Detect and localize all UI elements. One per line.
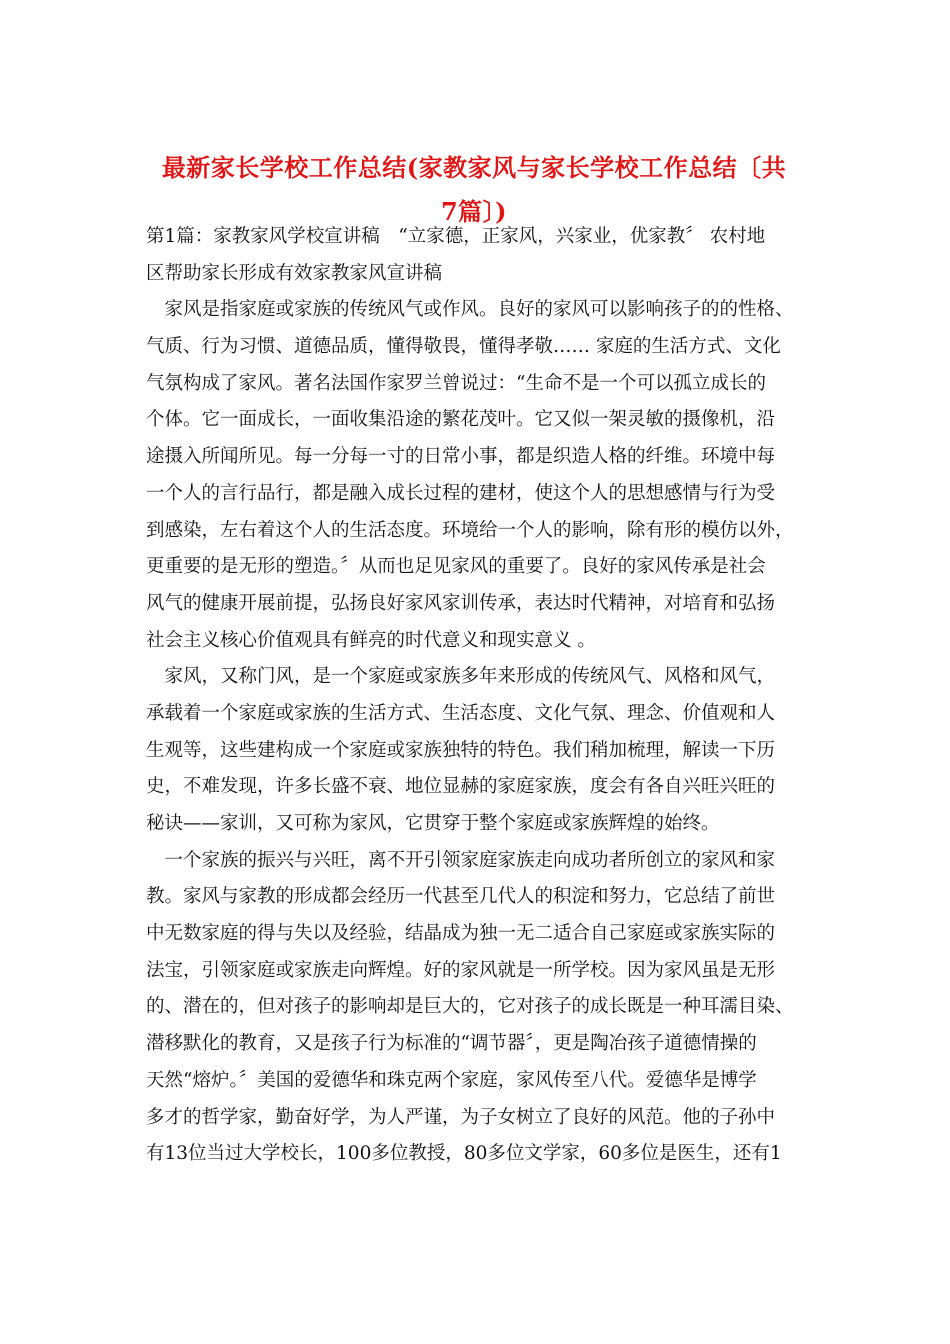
body-line: 承载着一个家庭或家族的生活方式、生活态度、文化气氛、理念、价值观和人	[146, 702, 776, 724]
body-line: 风气的健康开展前提，弘扬良好家风家训传承，表达时代精神，对培育和弘扬	[146, 592, 776, 614]
body-line: 社会主义核心价值观具有鲜亮的时代意义和现实意义 。	[146, 629, 596, 651]
body-line: 天然“熔炉。〞美国的爱德华和珠克两个家庭，家风传至八代。爱德华是博学	[146, 1069, 757, 1091]
body-line: 教。家风与家教的形成都会经历一代甚至几代人的积淀和努力，它总结了前世	[146, 886, 776, 908]
body-line: 秘诀——家训，又可称为家风，它贯穿于整个家庭或家族辉煌的始终。	[146, 813, 720, 834]
body-line: 家风，又称门风，是一个家庭或家族多年来形成的传统风气、风格和风气，	[146, 666, 776, 688]
body-line: 一个人的言行品行，都是融入成长过程的建材，使这个人的思想感情与行为受	[146, 482, 776, 504]
body-line: 第1篇：家教家风学校宣讲稿 “立家德，正家风，兴家业，优家教〞 农村地	[146, 226, 766, 247]
body-line: 气氛构成了家风。著名法国作家罗兰曾说过：“生命不是一个可以孤立成长的	[146, 372, 766, 394]
body-line: 史，不难发现，许多长盛不衰、地位显赫的家庭家族，度会有各自兴旺兴旺的	[146, 776, 776, 798]
body-line: 一个家族的振兴与兴旺，离不开引领家庭家族走向成功者所创立的家风和家	[146, 849, 776, 871]
title-line: 7篇〕)	[440, 197, 508, 226]
body-line: 气质、行为习惯、道德品质，懂得敬畏，懂得孝敬…… 家庭的生活方式、文化	[146, 336, 781, 358]
body-line: 潜移默化的教育，又是孩子行为标准的“调节器〞，更是陶冶孩子道德情操的	[146, 1033, 757, 1055]
body-line: 区帮助家长形成有效家教家风宣讲稿	[146, 262, 443, 284]
body-line: 更重要的是无形的塑造。〞从而也足见家风的重要了。良好的家风传承是社会	[146, 556, 766, 578]
body-line: 多才的哲学家，勤奋好学，为人严谨，为子女树立了良好的风范。他的子孙中	[146, 1106, 776, 1128]
body-line: 家风是指家庭或家族的传统风气或作风。良好的家风可以影响孩子的的性格、	[146, 299, 794, 321]
body-line: 有13位当过大学校长，100多位教授，80多位文学家，60多位是医生，还有1	[146, 1143, 782, 1165]
body-line: 途摄入所闻所见。每一分每一寸的日常小事，都是织造人格的纤维。环境中每	[146, 446, 776, 468]
document-body	[146, 219, 806, 1173]
body-line: 法宝，引领家庭或家族走向辉煌。好的家风就是一所学校。因为家风虽是无形	[146, 959, 776, 981]
title-line: 最新家长学校工作总结(家教家风与家长学校工作总结〔共	[161, 153, 787, 182]
body-line: 中无数家庭的得与失以及经验，结晶成为独一无二适合自己家庭或家族实际的	[146, 923, 776, 945]
body-line: 的、潜在的，但对孩子的影响却是巨大的，它对孩子的成长既是一种耳濡目染、	[146, 996, 794, 1018]
body-line: 到感染，左右着这个人的生活态度。环境给一个人的影响，除有形的模仿以外，	[146, 519, 794, 541]
body-line: 个体。它一面成长，一面收集沿途的繁花茂叶。它又似一架灵敏的摄像机，沿	[146, 409, 776, 431]
body-line: 生观等，这些建构成一个家庭或家族独特的特色。我们稍加梳理，解读一下历	[146, 739, 776, 761]
